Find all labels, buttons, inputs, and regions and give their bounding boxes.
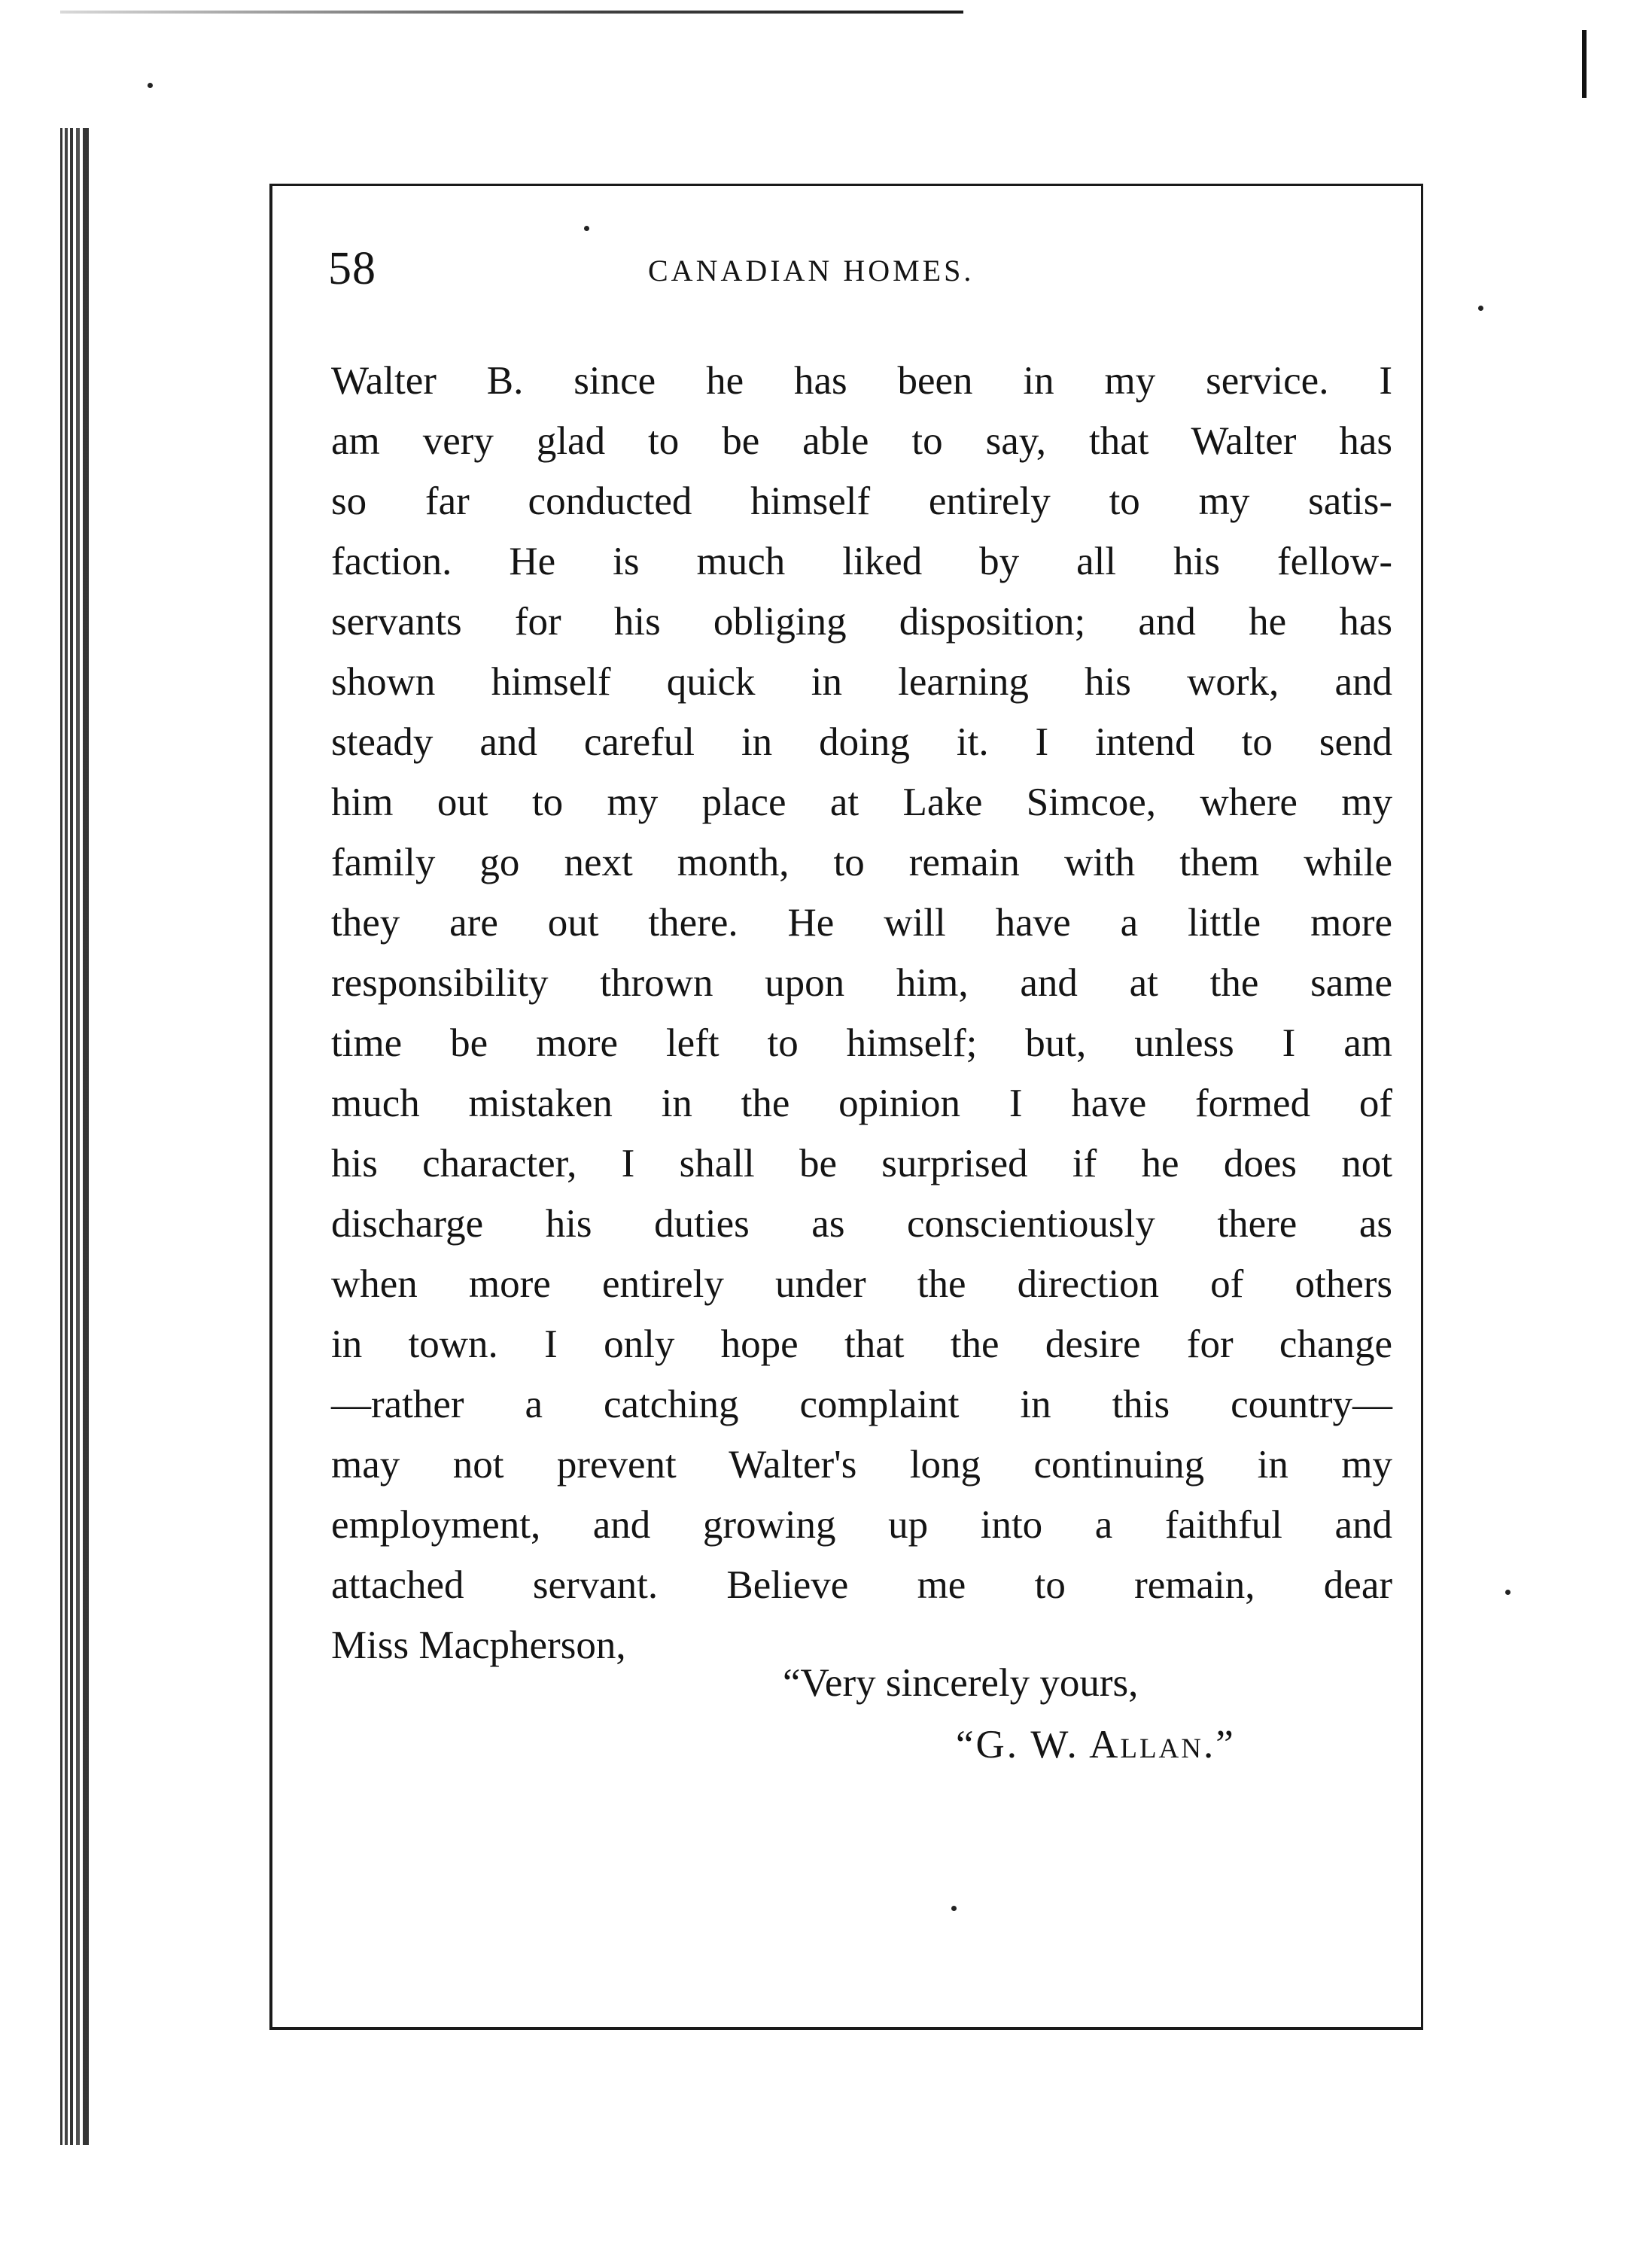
- text-line: when more entirely under the direction of others: [331, 1262, 1392, 1306]
- text-line: may not prevent Walter's long continuing in my: [331, 1443, 1392, 1487]
- text-line: servants for his obliging disposition; and he has: [331, 600, 1392, 644]
- text-line: faction. He is much liked by all his fellow-: [331, 540, 1392, 583]
- text-line: Miss Macpherson,: [331, 1624, 626, 1667]
- scan-speck: [1478, 306, 1483, 311]
- text-line: —rather a catching complaint in this country—: [331, 1383, 1392, 1426]
- text-line: they are out there. He will have a little more: [331, 901, 1392, 945]
- text-line: much mistaken in the opinion I have formed of: [331, 1082, 1392, 1125]
- page-number: 58: [328, 243, 376, 294]
- signature: “G. W. Allan.”: [956, 1723, 1236, 1767]
- text-line: employment, and growing up into a faithful and: [331, 1503, 1392, 1547]
- text-line: am very glad to be able to say, that Walter has: [331, 419, 1392, 463]
- text-line: time be more left to himself; but, unless I am: [331, 1021, 1392, 1065]
- scan-edge-line: [60, 11, 963, 14]
- scan-speck: [1505, 1590, 1511, 1595]
- text-line: steady and careful in doing it. I intend to send: [331, 720, 1392, 764]
- text-line: in town. I only hope that the desire for change: [331, 1322, 1392, 1366]
- text-line: attached servant. Believe me to remain, dear: [331, 1563, 1392, 1607]
- valediction: “Very sincerely yours,: [783, 1661, 1139, 1705]
- text-line: discharge his duties as conscientiously there as: [331, 1202, 1392, 1246]
- scan-edge-mark: [1582, 30, 1587, 98]
- text-line: Walter B. since he has been in my service. I: [331, 359, 1392, 403]
- running-head: [328, 242, 1404, 303]
- text-line: him out to my place at Lake Simcoe, where my: [331, 781, 1392, 824]
- text-line: his character, I shall be surprised if he does not: [331, 1142, 1392, 1185]
- text-line: so far conducted himself entirely to my satis-: [331, 479, 1392, 523]
- text-line: shown himself quick in learning his work, and: [331, 660, 1392, 704]
- book-binding-edge: [60, 128, 89, 2145]
- text-line: responsibility thrown upon him, and at the same: [331, 961, 1392, 1005]
- text-line: family go next month, to remain with them while: [331, 841, 1392, 884]
- letter-body: [331, 351, 1392, 1675]
- running-title: CANADIAN HOMES.: [648, 254, 975, 288]
- scan-speck: [148, 83, 153, 88]
